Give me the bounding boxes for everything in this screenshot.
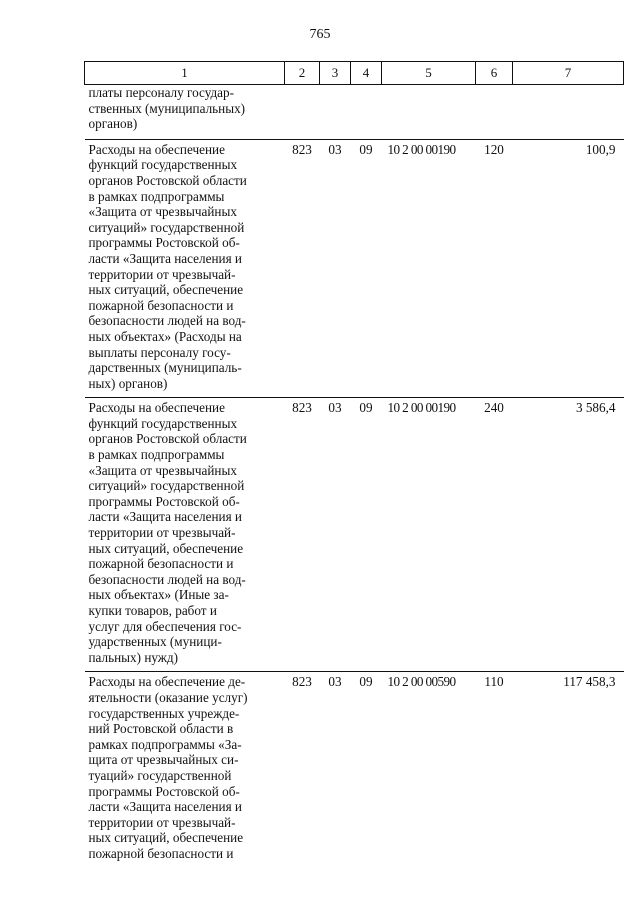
desc-line: пожарной безопасности и: [88, 556, 234, 572]
desc-line: услуг для обеспечения гос-: [88, 618, 242, 634]
subsection-code: 09: [351, 672, 382, 868]
desc-line: ных объектах» (Расходы на: [88, 328, 242, 344]
desc-line: выплаты персоналу госу-: [88, 344, 231, 360]
desc-line: ных ситуаций, обеспечение: [88, 540, 244, 556]
header-col-2: 2: [285, 62, 320, 85]
desc-line: ударственных (муници-: [88, 634, 222, 650]
page-number: 765: [309, 27, 331, 42]
header-col-3: 3: [320, 62, 351, 85]
desc-line: ных ситуаций, обеспечение: [88, 830, 244, 846]
subsection-code: 09: [351, 398, 382, 672]
desc-line: ных ситуаций, обеспечение: [88, 282, 244, 298]
desc-line: платы персоналу государ-: [88, 85, 235, 100]
desc-line: пожарной безопасности и: [88, 845, 234, 861]
table-row: [85, 398, 624, 672]
table-row: [85, 672, 624, 868]
subsection-code: 09: [351, 139, 382, 398]
header-col-1: 1: [85, 62, 285, 85]
desc-line: ласти «Защита населения и: [88, 509, 242, 525]
desc-line: территории от чрезвычай-: [88, 525, 236, 541]
desc-line: пальных) нужд): [88, 649, 179, 665]
expense-type-code: 120: [476, 139, 513, 398]
amount: 100,9: [513, 139, 624, 398]
desc-line: территории от чрезвычай-: [88, 814, 236, 830]
target-article-code: 10 2 00 00190: [382, 139, 476, 398]
desc-line: программы Ростовской об-: [88, 783, 240, 799]
desc-line: ситуаций» государственной: [88, 219, 245, 235]
table-body: [85, 85, 624, 868]
expense-type-code: 110: [476, 672, 513, 868]
desc-line: ласти «Защита населения и: [88, 250, 242, 266]
desc-line: ситуаций» государственной: [88, 478, 245, 494]
desc-line: в рамках подпрограммы: [88, 188, 225, 204]
section-code: 03: [320, 398, 351, 672]
desc-line: ний Ростовской области в: [88, 721, 234, 737]
desc-line: органов Ростовской области: [88, 431, 247, 447]
ministry-code: 823: [285, 672, 320, 868]
row-description: [85, 672, 285, 868]
target-article-code: 10 2 00 00590: [382, 672, 476, 868]
row-description: [85, 398, 285, 672]
desc-line: безопасности людей на вод-: [88, 571, 246, 587]
desc-line: щита от чрезвычайных си-: [88, 752, 239, 768]
amount: 3 586,4: [513, 398, 624, 672]
desc-line: туаций» государственной: [88, 767, 232, 783]
ministry-code: 823: [285, 139, 320, 398]
desc-line: ласти «Защита населения и: [88, 799, 242, 815]
desc-line: дарственных (муниципаль-: [88, 360, 242, 376]
section-code: 03: [320, 139, 351, 398]
amount: 117 458,3: [513, 672, 624, 868]
desc-line: ных) органов): [88, 375, 168, 391]
desc-line: «Защита от чрезвычайных: [88, 462, 237, 478]
desc-line: Расходы на обеспечение: [88, 400, 225, 416]
table-row-continuation: [85, 85, 624, 140]
desc-line: органов Ростовской области: [88, 172, 247, 188]
desc-line: рамках подпрограммы «За-: [88, 736, 242, 752]
desc-line: Расходы на обеспечение де-: [88, 674, 246, 690]
desc-line: «Защита от чрезвычайных: [88, 204, 237, 220]
desc-line: Расходы на обеспечение: [88, 141, 225, 157]
desc-line: в рамках подпрограммы: [88, 447, 225, 463]
header-col-6: 6: [476, 62, 513, 85]
desc-line: ственных (муниципальных): [88, 100, 246, 116]
desc-line: купки товаров, работ и: [88, 603, 217, 618]
desc-line: функций государственных: [88, 157, 238, 173]
desc-line: функций государственных: [88, 415, 238, 431]
row-description: [85, 139, 285, 398]
desc-line: программы Ростовской об-: [88, 493, 240, 509]
target-article-code: 10 2 00 00190: [382, 398, 476, 672]
ministry-code: 823: [285, 398, 320, 672]
desc-line: ных объектах» (Иные за-: [88, 587, 229, 603]
header-col-5: 5: [382, 62, 476, 85]
desc-line: органов): [88, 116, 138, 132]
header-row: [85, 62, 624, 85]
table-row: [85, 139, 624, 398]
header-col-4: 4: [351, 62, 382, 85]
section-code: 03: [320, 672, 351, 868]
table-header: [85, 62, 624, 85]
desc-line: территории от чрезвычай-: [88, 266, 236, 282]
desc-line: безопасности людей на вод-: [88, 313, 246, 329]
desc-line: ятельности (оказание услуг): [88, 689, 248, 705]
expense-type-code: 240: [476, 398, 513, 672]
header-col-7: 7: [513, 62, 624, 85]
budget-table: [84, 61, 624, 868]
desc-line: пожарной безопасности и: [88, 297, 234, 313]
desc-line: программы Ростовской об-: [88, 235, 240, 251]
desc-line: государственных учрежде-: [88, 705, 240, 721]
row-description: [85, 85, 285, 140]
